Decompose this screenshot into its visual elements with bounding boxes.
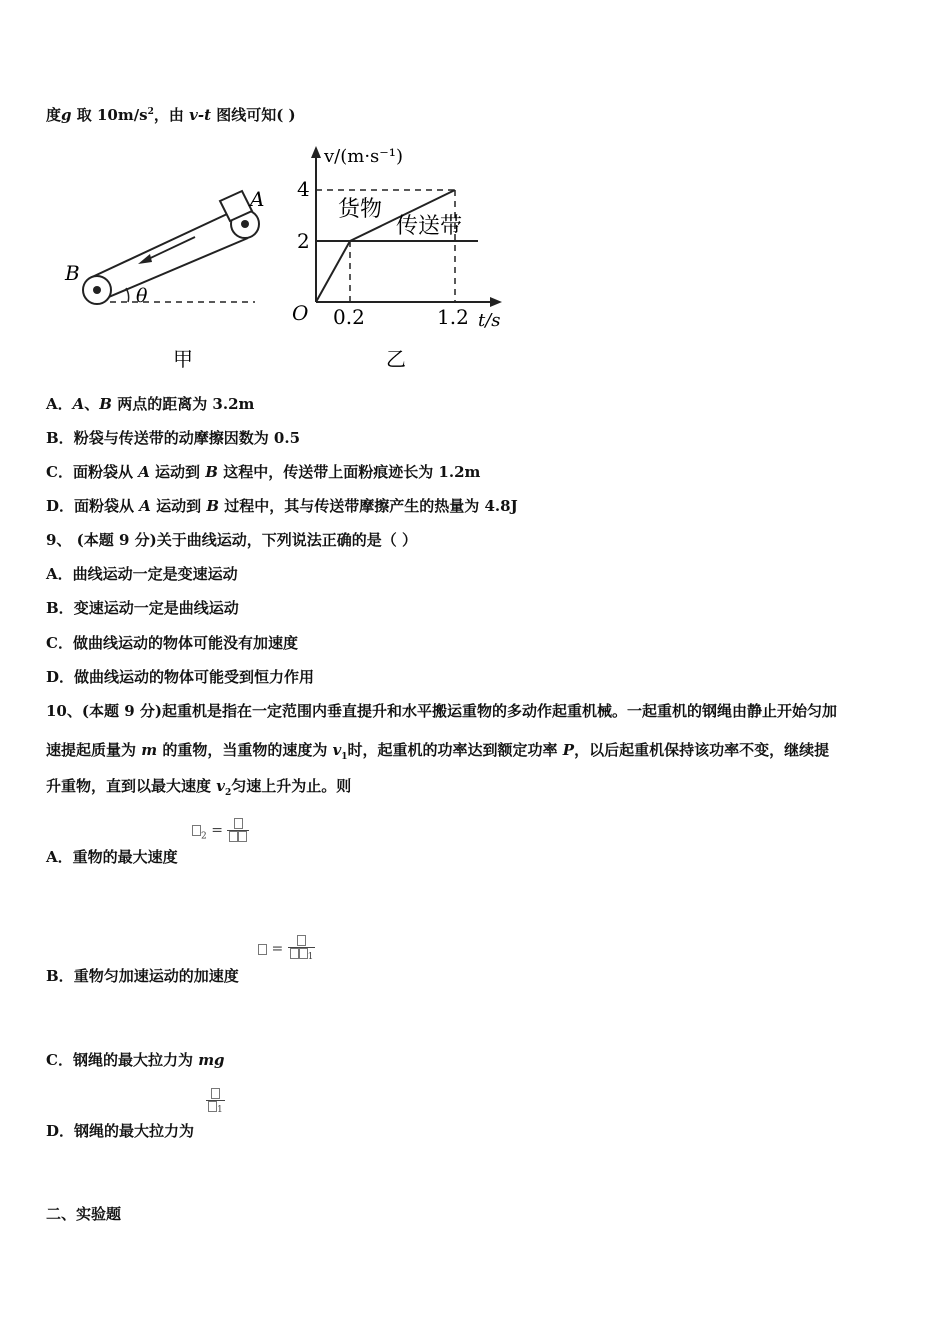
question-intro: 度g 取 $10m/s^2$，由 v-t 图线可知( )	[46, 106, 296, 124]
q10-option-d[interactable]: D．钢绳的最大拉力为	[46, 1122, 195, 1140]
q10-option-c[interactable]: C．钢绳的最大拉力为 mg	[46, 1051, 225, 1069]
q8-option-a[interactable]: A．A、B 两点的距离为 3.2m	[46, 395, 255, 413]
q9-option-d[interactable]: D．做曲线运动的物体可能受到恒力作用	[46, 668, 315, 686]
y-axis-arrow	[311, 146, 321, 158]
x-tick-1.2: 1.2	[437, 305, 469, 329]
section-title: 二、实验题	[46, 1205, 122, 1223]
q10-option-a[interactable]: A．重物的最大速度	[46, 848, 178, 866]
y-tick-4: 4	[297, 177, 310, 201]
series-goods-line	[316, 190, 455, 302]
series-label-belt: 传送带	[396, 214, 463, 239]
vt-graph	[280, 140, 520, 370]
q10-stem-line1: 10、(本题 9 分)起重机是指在一定范围内垂直提升和水平搬运重物的多动作起重机械。一起重机的钢绳由静止开始匀加	[46, 702, 837, 720]
y-axis-label: v/(m·s⁻¹)	[324, 146, 404, 167]
q9-stem: 9、 (本题 9 分)关于曲线运动，下列说法正确的是（ ）	[46, 531, 417, 549]
q10-option-b[interactable]: B．重物匀加速运动的加速度	[46, 967, 239, 985]
label-point-b: B	[65, 261, 80, 285]
conveyor-belt-figure	[60, 170, 270, 370]
figure-label-jia: 甲	[173, 347, 193, 370]
formula-option-b: = 1	[258, 935, 315, 963]
conveyor-belt	[83, 208, 259, 304]
x-axis-label: t/s	[478, 310, 501, 331]
x-tick-0.2: 0.2	[333, 305, 365, 329]
angle-arc	[126, 288, 129, 302]
q8-option-c[interactable]: C．面粉袋从 A 运动到 B 这程中，传送带上面粉痕迹长为 1.2m	[46, 463, 481, 481]
label-angle: θ	[136, 285, 148, 307]
motion-arrow	[138, 237, 195, 264]
formula-option-d: 1	[206, 1088, 225, 1116]
label-point-a: A	[250, 187, 265, 211]
formula-option-a: $_2$ =	[192, 818, 249, 843]
q10-stem-line2: 速提起质量为 m 的重物，当重物的速度为 $v_1$时，起重机的功率达到额定功率 P，以后起重机保持该功率不变，继续提	[46, 741, 830, 762]
q10-stem-line3: 升重物，直到以最大速度 $v_2$匀速上升为止。则	[46, 777, 352, 798]
origin-label: O	[292, 301, 309, 325]
series-label-goods: 货物	[338, 197, 383, 222]
q8-option-d[interactable]: D．面粉袋从 A 运动到 B 过程中，其与传送带摩擦产生的热量为 4.8J	[46, 497, 518, 515]
q9-option-b[interactable]: B．变速运动一定是曲线运动	[46, 599, 239, 617]
q9-option-a[interactable]: A．曲线运动一定是变速运动	[46, 565, 238, 583]
y-tick-2: 2	[297, 229, 310, 253]
q9-option-c[interactable]: C．做曲线运动的物体可能没有加速度	[46, 634, 298, 652]
x-axis-arrow	[490, 297, 502, 307]
q8-option-b[interactable]: B．粉袋与传送带的动摩擦因数为 0.5	[46, 429, 301, 447]
figure-label-yi: 乙	[386, 347, 406, 370]
